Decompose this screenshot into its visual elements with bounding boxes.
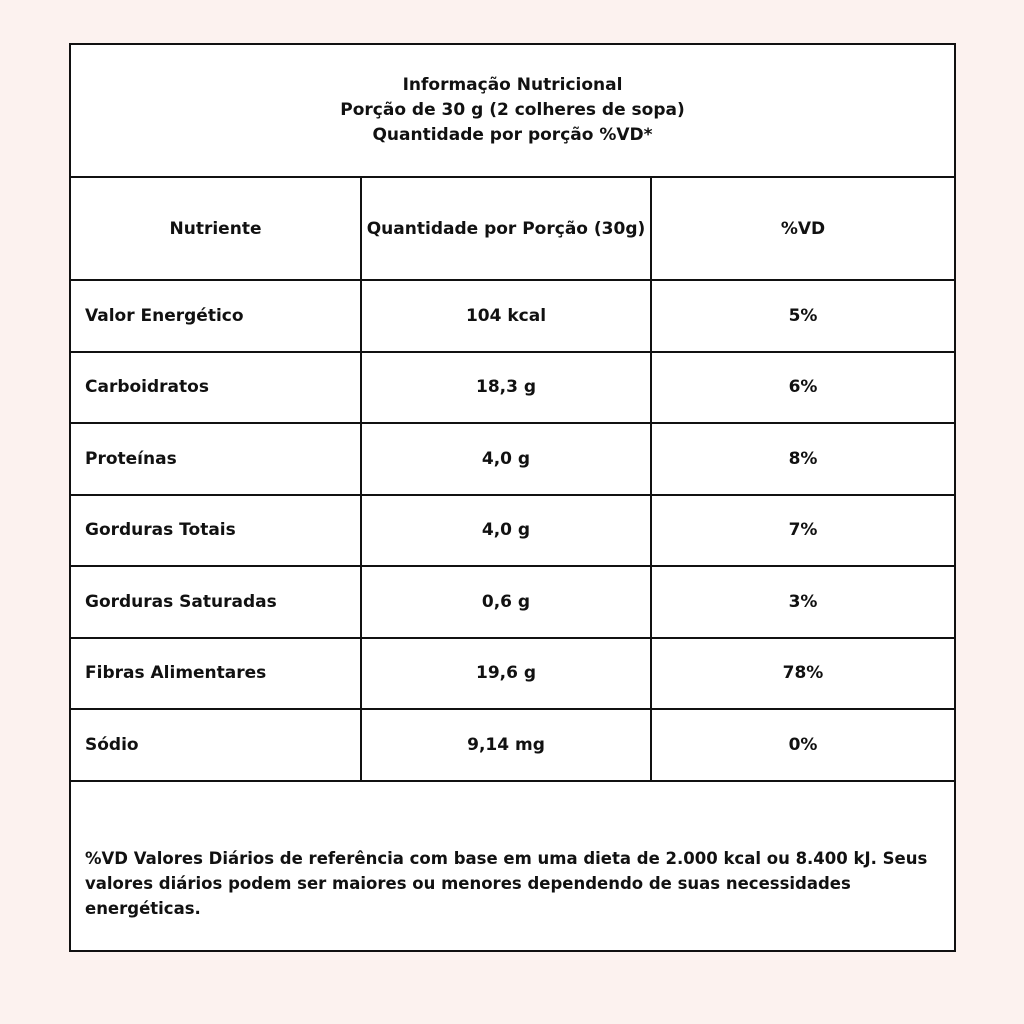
nutrient-name: Sódio: [71, 709, 361, 781]
column-header-amount: Quantidade por Porção (30g): [361, 178, 651, 280]
nutrient-amount: 4,0 g: [361, 423, 651, 495]
table-row: [71, 280, 954, 352]
nutrient-dv: 78%: [651, 638, 954, 710]
nutrient-name: Fibras Alimentares: [71, 638, 361, 710]
nutrient-amount: 19,6 g: [361, 638, 651, 710]
table-row: [71, 352, 954, 424]
nutrient-name: Gorduras Totais: [71, 495, 361, 567]
nutrient-dv: 6%: [651, 352, 954, 424]
nutrient-dv: 7%: [651, 495, 954, 567]
nutrient-dv: 8%: [651, 423, 954, 495]
column-header-nutrient: Nutriente: [71, 178, 361, 280]
nutrient-name: Proteínas: [71, 423, 361, 495]
daily-value-footnote: %VD Valores Diários de referência com base em uma dieta de 2.000 kcal ou 8.400 kJ. Seus valores diários podem ser maiores ou menores dependendo de suas necessidades energéticas.: [85, 848, 928, 918]
nutrient-amount: 0,6 g: [361, 566, 651, 638]
nutrition-title: Informação Nutricional: [402, 75, 623, 95]
per-serving-label: Quantidade por porção %VD*: [372, 125, 653, 145]
table-row: [71, 638, 954, 710]
nutrition-facts-panel: [69, 43, 956, 952]
nutrition-table: [71, 178, 954, 782]
table-row: [71, 495, 954, 567]
nutrient-amount: 104 kcal: [361, 280, 651, 352]
nutrient-amount: 9,14 mg: [361, 709, 651, 781]
nutrition-header: [71, 45, 954, 178]
table-row: [71, 423, 954, 495]
table-row: [71, 709, 954, 781]
column-header-dv: %VD: [651, 178, 954, 280]
nutrient-dv: 3%: [651, 566, 954, 638]
serving-size: Porção de 30 g (2 colheres de sopa): [340, 100, 685, 120]
nutrient-name: Valor Energético: [71, 280, 361, 352]
table-header-row: [71, 178, 954, 280]
nutrient-dv: 0%: [651, 709, 954, 781]
nutrient-name: Carboidratos: [71, 352, 361, 424]
nutrient-amount: 4,0 g: [361, 495, 651, 567]
table-row: [71, 566, 954, 638]
nutrient-amount: 18,3 g: [361, 352, 651, 424]
nutrient-dv: 5%: [651, 280, 954, 352]
nutrient-name: Gorduras Saturadas: [71, 566, 361, 638]
